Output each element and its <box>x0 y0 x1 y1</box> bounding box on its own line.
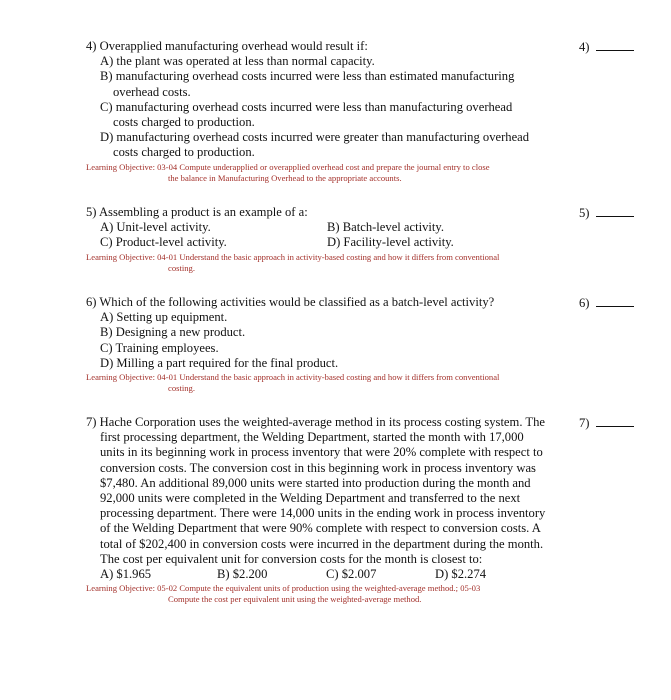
question-5 <box>86 205 574 274</box>
question-5-lo-text: 04-01 Understand the basic approach in activity-based costing and how it differs from conventional <box>157 251 500 262</box>
question-4-stem: 4) Overapplied manufacturing overhead would result if: <box>86 39 368 53</box>
question-4-lo-text: 03-04 Compute underapplied or overapplied overhead cost and prepare the journal entry to close <box>157 161 490 172</box>
question-6-answer-blank[interactable] <box>596 295 634 307</box>
question-6-option-d: D) Milling a part required for the final product. <box>100 355 339 370</box>
question-6-answer-slot <box>579 295 634 311</box>
question-5-number: 5) <box>579 206 590 220</box>
question-7-stem-body <box>86 430 574 567</box>
question-7-stem-line-10: The cost per equivalent unit for conversion costs for the month is closest to: <box>100 551 483 566</box>
question-6-option-a: A) Setting up equipment. <box>100 310 228 325</box>
question-4-learning-objective <box>86 162 574 184</box>
question-6 <box>86 295 574 394</box>
question-7-lo-text: 05-02 Compute the equivalent units of production using the weighted-average method.; 05-03 <box>157 583 481 594</box>
question-7-stem-line-3: units in its beginning work in process inventory that were 20% complete with respect to <box>100 445 543 460</box>
question-7-stem-line-7: processing department. There were 14,000 units in the ending work in process inventory <box>100 506 546 521</box>
question-6-number: 6) <box>579 296 590 310</box>
question-4-lo-text-cont: the balance in Manufacturing Overhead to the appropriate accounts. <box>168 172 402 183</box>
question-5-learning-objective <box>86 252 574 274</box>
question-6-option-b: B) Designing a new product. <box>100 325 246 340</box>
question-7-stem-line-9: total of $202,400 in conversion costs were incurred in the department during the month. <box>100 536 544 551</box>
question-5-lo-label: Learning Objective: <box>86 251 155 262</box>
question-7-answer-blank[interactable] <box>596 415 634 427</box>
question-5-option-c: C) Product-level activity. <box>100 235 227 250</box>
question-7-stem-line-1: 7) Hache Corporation uses the weighted-average method in its process costing system. The <box>86 415 545 429</box>
question-5-option-a: A) Unit-level activity. <box>100 220 211 235</box>
question-6-lo-label: Learning Objective: <box>86 372 155 383</box>
question-4-option-b: B) manufacturing overhead costs incurred were less than estimated manufacturing <box>100 69 515 84</box>
question-4 <box>86 39 574 184</box>
question-5-answer-slot <box>579 205 634 221</box>
question-7-stem-line-5: $7,480. An additional 89,000 units were started into production during the month and <box>100 475 531 490</box>
question-7-lo-text-cont: Compute the cost per equivalent unit using the weighted-average method. <box>168 594 422 605</box>
question-5-stem: 5) Assembling a product is an example of a: <box>86 205 308 219</box>
question-5-answer-blank[interactable] <box>596 205 634 217</box>
question-7-stem-line-8: of the Welding Department that were 90% complete with respect to conversion costs. A <box>100 521 541 536</box>
question-7-option-b: B) $2.200 <box>217 567 268 582</box>
question-7-answer-slot <box>579 415 634 431</box>
question-7-learning-objective <box>86 583 574 605</box>
question-4-answer-slot <box>579 39 634 55</box>
question-4-option-c-cont: costs charged to production. <box>113 115 255 130</box>
question-4-answer-blank[interactable] <box>596 39 634 51</box>
question-7-stem-line-6: 92,000 units were completed in the Welding Department and transferred to the next <box>100 491 521 506</box>
question-7 <box>86 415 574 605</box>
question-7-stem-line-2: first processing department, the Welding Department, started the month with 17,000 <box>100 430 524 445</box>
question-5-option-b: B) Batch-level activity. <box>327 220 445 235</box>
question-7-option-c: C) $2.007 <box>326 567 377 582</box>
question-4-number: 4) <box>579 40 590 54</box>
question-4-option-c: C) manufacturing overhead costs incurred were less than manufacturing overhead <box>100 99 513 114</box>
question-7-option-d: D) $2.274 <box>435 567 487 582</box>
question-7-stem-line-4: conversion costs. The conversion cost in this beginning work in process inventory was <box>100 460 536 475</box>
question-4-option-d-cont: costs charged to production. <box>113 145 255 160</box>
question-6-option-c: C) Training employees. <box>100 340 219 355</box>
question-5-option-d: D) Facility-level activity. <box>327 235 454 250</box>
question-4-option-d: D) manufacturing overhead costs incurred were greater than manufacturing overhead <box>100 130 530 145</box>
question-7-number: 7) <box>579 416 590 430</box>
question-6-lo-text: 04-01 Understand the basic approach in activity-based costing and how it differs from conventional <box>157 372 500 383</box>
question-5-lo-text-cont: costing. <box>168 262 195 273</box>
question-4-lo-label: Learning Objective: <box>86 161 155 172</box>
question-4-option-a: A) the plant was operated at less than normal capacity. <box>100 54 375 69</box>
question-6-learning-objective <box>86 372 574 394</box>
question-7-option-a: A) $1.965 <box>100 567 152 582</box>
question-6-stem: 6) Which of the following activities would be classified as a batch-level activity? <box>86 295 495 309</box>
question-7-lo-label: Learning Objective: <box>86 583 155 594</box>
question-4-option-b-cont: overhead costs. <box>113 84 191 99</box>
question-6-lo-text-cont: costing. <box>168 383 195 394</box>
